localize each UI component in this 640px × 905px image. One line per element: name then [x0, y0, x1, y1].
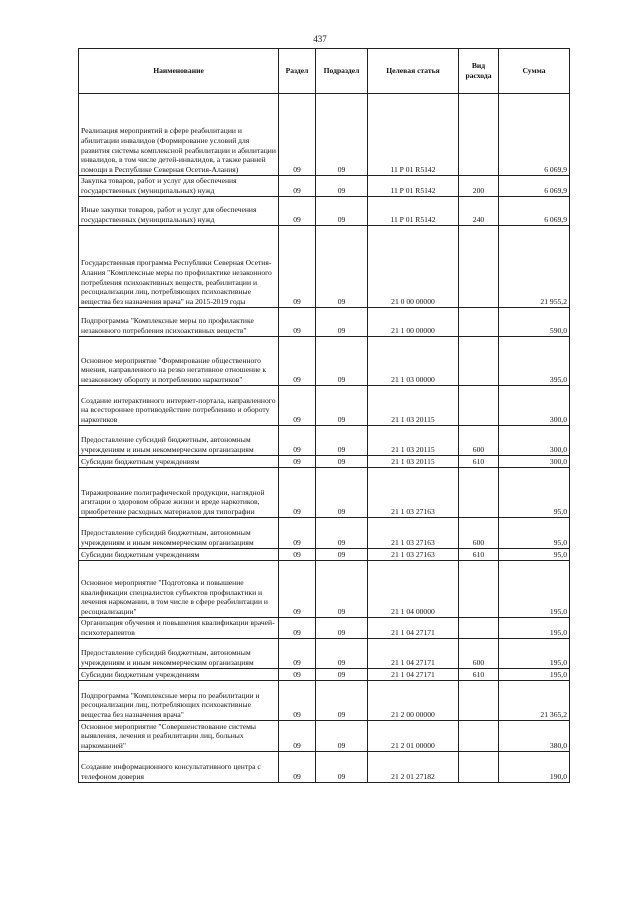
- row-sum: 95,0: [499, 549, 570, 561]
- row-name: Предоставление субсидий бюджетным, автономным учреждениям и иным некоммерческим организациям: [79, 426, 279, 456]
- row-target: 11 Р 01 R5142: [368, 94, 459, 176]
- row-kind: 600: [459, 518, 499, 549]
- row-name: Тиражирование полиграфической продукции, наглядной агитации о здоровом образе жизни и вреде наркотиков, приобретение расходных материалов для типографии: [79, 468, 279, 518]
- table-row: [79, 549, 570, 561]
- row-kind: [459, 94, 499, 176]
- row-kind: 610: [459, 456, 499, 468]
- row-section: 09: [279, 549, 316, 561]
- row-subsection: 09: [316, 468, 368, 518]
- row-sum: 380,0: [499, 721, 570, 752]
- row-kind: 610: [459, 669, 499, 681]
- row-kind: 200: [459, 176, 499, 197]
- row-subsection: 09: [316, 94, 368, 176]
- row-sum: 300,0: [499, 386, 570, 426]
- row-section: 09: [279, 518, 316, 549]
- row-sum: 395,0: [499, 337, 570, 386]
- row-kind: [459, 226, 499, 308]
- row-subsection: 09: [316, 721, 368, 752]
- row-name: Предоставление субсидий бюджетным, автономным учреждениям и иным некоммерческим организациям: [79, 639, 279, 669]
- header-row: [79, 49, 570, 94]
- header-target: Целевая статья: [368, 49, 459, 94]
- row-name: Субсидии бюджетным учреждениям: [79, 549, 279, 561]
- header-subsection: Подраздел: [316, 49, 368, 94]
- row-section: 09: [279, 468, 316, 518]
- row-subsection: 09: [316, 549, 368, 561]
- row-sum: 6 069,9: [499, 94, 570, 176]
- row-subsection: 09: [316, 426, 368, 456]
- row-target: 21 0 00 00000: [368, 226, 459, 308]
- row-target: 21 1 03 27163: [368, 468, 459, 518]
- row-target: 21 1 04 27171: [368, 639, 459, 669]
- row-target: 21 1 04 27171: [368, 669, 459, 681]
- table-row: [79, 226, 570, 308]
- header-name: Наименование: [79, 49, 279, 94]
- row-subsection: 09: [316, 561, 368, 618]
- row-subsection: 09: [316, 226, 368, 308]
- row-sum: 300,0: [499, 426, 570, 456]
- row-section: 09: [279, 197, 316, 226]
- header-section: Раздел: [279, 49, 316, 94]
- row-name: Подпрограмма "Комплексные меры по реабилитации и ресоциализации лиц, потребляющих психоактивные вещества без назначения врача": [79, 681, 279, 721]
- row-name: Предоставление субсидий бюджетным, автономным учреждениям и иным некоммерческим организациям: [79, 518, 279, 549]
- row-section: 09: [279, 386, 316, 426]
- row-subsection: 09: [316, 752, 368, 783]
- row-kind: [459, 337, 499, 386]
- table-row: [79, 669, 570, 681]
- row-section: 09: [279, 94, 316, 176]
- row-sum: 6 069,9: [499, 197, 570, 226]
- table-row: [79, 337, 570, 386]
- row-name: Основное мероприятие "Подготовка и повышение квалификации специалистов субъектов профилактики и лечения наркомании, в том числе в сфере реабилитации и ресоциализации": [79, 561, 279, 618]
- row-target: 21 1 04 00000: [368, 561, 459, 618]
- table-row: [79, 681, 570, 721]
- row-kind: 610: [459, 549, 499, 561]
- row-subsection: 09: [316, 456, 368, 468]
- row-subsection: 09: [316, 337, 368, 386]
- row-sum: 190,0: [499, 752, 570, 783]
- row-kind: [459, 386, 499, 426]
- table-row: [79, 308, 570, 337]
- row-sum: 6 069,9: [499, 176, 570, 197]
- row-section: 09: [279, 226, 316, 308]
- row-subsection: 09: [316, 308, 368, 337]
- row-section: 09: [279, 639, 316, 669]
- table-row: [79, 94, 570, 176]
- row-section: 09: [279, 561, 316, 618]
- row-target: 21 1 03 27163: [368, 549, 459, 561]
- budget-table: [78, 48, 570, 783]
- row-name: Организация обучения и повышения квалификации врачей-психотерапевтов: [79, 618, 279, 639]
- row-subsection: 09: [316, 618, 368, 639]
- row-name: Основное мероприятие "Формирование общественного мнения, направленного на резко негативное отношение к незаконному обороту и потреблению наркотиков": [79, 337, 279, 386]
- row-name: Подпрограмма "Комплексные меры по профилактике незаконного потребления психоактивных веществ": [79, 308, 279, 337]
- row-subsection: 09: [316, 518, 368, 549]
- row-sum: 95,0: [499, 468, 570, 518]
- row-target: 21 1 03 00000: [368, 337, 459, 386]
- row-name: Реализация мероприятий в сфере реабилитации и абилитации инвалидов (Формирование условий для развития системы комплексной реабилитации и абилитации инвалидов, в том числе детей-инвалидов, а также ранней помощи в Республике Северная Осетия-Алания): [79, 94, 279, 176]
- row-kind: [459, 561, 499, 618]
- row-name: Субсидии бюджетным учреждениям: [79, 456, 279, 468]
- row-sum: 21 955,2: [499, 226, 570, 308]
- row-name: Закупка товаров, работ и услуг для обеспечения государственных (муниципальных) нужд: [79, 176, 279, 197]
- row-subsection: 09: [316, 639, 368, 669]
- row-kind: [459, 468, 499, 518]
- row-section: 09: [279, 669, 316, 681]
- table-row: [79, 721, 570, 752]
- row-sum: 21 365,2: [499, 681, 570, 721]
- table-row: [79, 426, 570, 456]
- row-target: 21 2 00 00000: [368, 681, 459, 721]
- row-subsection: 09: [316, 176, 368, 197]
- row-kind: [459, 752, 499, 783]
- row-target: 21 1 03 20115: [368, 456, 459, 468]
- row-kind: [459, 681, 499, 721]
- row-kind: 600: [459, 639, 499, 669]
- row-kind: [459, 618, 499, 639]
- row-section: 09: [279, 681, 316, 721]
- row-target: 21 1 00 00000: [368, 308, 459, 337]
- row-section: 09: [279, 308, 316, 337]
- row-section: 09: [279, 456, 316, 468]
- row-target: 21 1 03 27163: [368, 518, 459, 549]
- row-subsection: 09: [316, 197, 368, 226]
- row-target: 21 2 01 27182: [368, 752, 459, 783]
- row-target: 11 Р 01 R5142: [368, 176, 459, 197]
- row-subsection: 09: [316, 669, 368, 681]
- row-kind: 240: [459, 197, 499, 226]
- row-target: 21 1 03 20115: [368, 386, 459, 426]
- row-name: Основное мероприятие "Совершенствование системы выявления, лечения и реабилитации лиц, больных наркоманией": [79, 721, 279, 752]
- table-row: [79, 618, 570, 639]
- row-target: 21 1 04 27171: [368, 618, 459, 639]
- row-target: 11 Р 01 R5142: [368, 197, 459, 226]
- row-section: 09: [279, 426, 316, 456]
- row-section: 09: [279, 752, 316, 783]
- row-section: 09: [279, 721, 316, 752]
- table-row: [79, 518, 570, 549]
- row-sum: 195,0: [499, 561, 570, 618]
- table-row: [79, 197, 570, 226]
- row-name: Иные закупки товаров, работ и услуг для обеспечения государственных (муниципальных) нужд: [79, 197, 279, 226]
- row-kind: [459, 308, 499, 337]
- row-sum: 300,0: [499, 456, 570, 468]
- table-row: [79, 468, 570, 518]
- row-name: Создание интерактивного интернет-портала, направленного на всестороннее противодействие потреблению и обороту наркотиков: [79, 386, 279, 426]
- table-row: [79, 176, 570, 197]
- table-row: [79, 386, 570, 426]
- row-subsection: 09: [316, 681, 368, 721]
- table-row: [79, 752, 570, 783]
- page-number: 437: [313, 34, 327, 44]
- table-row: [79, 639, 570, 669]
- row-target: 21 2 01 00000: [368, 721, 459, 752]
- row-kind: 600: [459, 426, 499, 456]
- row-section: 09: [279, 176, 316, 197]
- header-sum: Сумма: [499, 49, 570, 94]
- row-sum: 195,0: [499, 618, 570, 639]
- row-sum: 95,0: [499, 518, 570, 549]
- table-row: [79, 456, 570, 468]
- table-row: [79, 561, 570, 618]
- row-name: Государственная программа Республики Северная Осетия-Алания "Комплексные меры по профилактике незаконного потребления психоактивных веществ, реабилитации и ресоциализации лиц, потребляющих психоактивные вещества без назначения врача" на 2015-2019 годы: [79, 226, 279, 308]
- row-sum: 590,0: [499, 308, 570, 337]
- row-target: 21 1 03 20115: [368, 426, 459, 456]
- row-section: 09: [279, 337, 316, 386]
- row-name: Субсидии бюджетным учреждениям: [79, 669, 279, 681]
- row-name: Создание информационного консультативного центра с телефоном доверия: [79, 752, 279, 783]
- row-kind: [459, 721, 499, 752]
- row-sum: 195,0: [499, 639, 570, 669]
- row-section: 09: [279, 618, 316, 639]
- row-subsection: 09: [316, 386, 368, 426]
- row-sum: 195,0: [499, 669, 570, 681]
- header-kind: Вид расхода: [459, 49, 499, 94]
